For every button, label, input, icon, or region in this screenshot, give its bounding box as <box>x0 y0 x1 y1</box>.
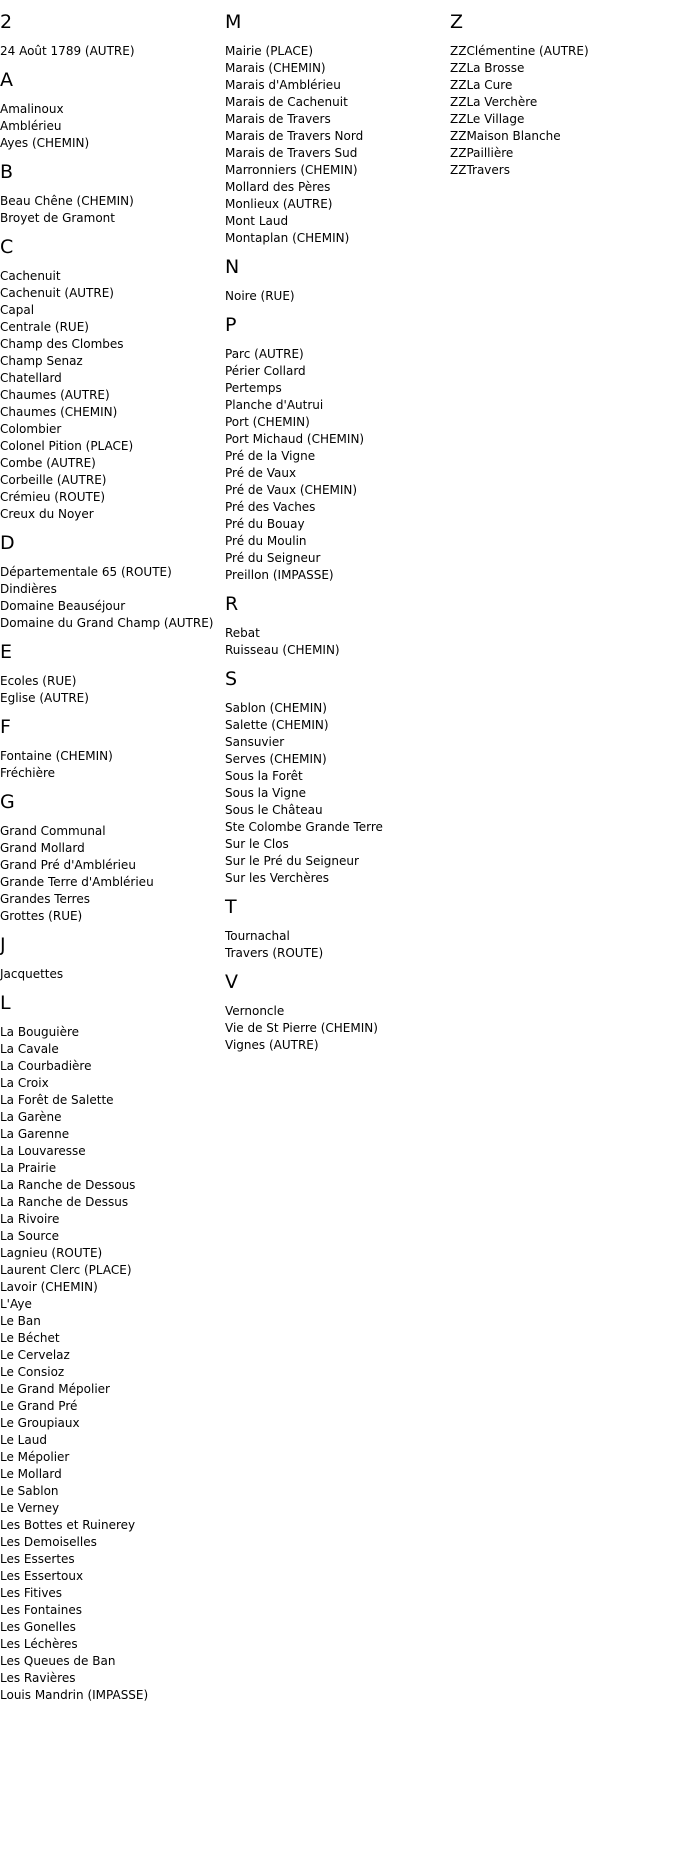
street-list <box>225 700 447 887</box>
street-list-item: Pré de Vaux (CHEMIN) <box>225 483 358 497</box>
section-letter-heading: V <box>225 971 238 993</box>
street-list-item: Port (CHEMIN) <box>225 415 310 429</box>
street-list-item: Mollard des Pères <box>225 180 331 194</box>
street-list-item: Sous le Château <box>225 803 323 817</box>
section-letter-heading: F <box>0 716 11 738</box>
street-list-item: La Louvaresse <box>0 1144 86 1158</box>
street-list-item: Les Fontaines <box>0 1603 82 1617</box>
street-list-item: Le Grand Pré <box>0 1399 78 1413</box>
street-list <box>0 966 222 983</box>
street-list-item: Les Queues de Ban <box>0 1654 116 1668</box>
street-list-item: Les Gonelles <box>0 1620 76 1634</box>
section-letter-heading: M <box>225 11 242 33</box>
street-list-item: ZZClémentine (AUTRE) <box>450 44 589 58</box>
street-list-item: Tournachal <box>225 929 290 943</box>
street-list-item: ZZTravers <box>450 163 510 177</box>
street-list-item: Marais de Travers Nord <box>225 129 364 143</box>
street-list-item: Marais de Travers <box>225 112 331 126</box>
street-list-item: Marais de Travers Sud <box>225 146 358 160</box>
street-list-item: Domaine Beauséjour <box>0 599 126 613</box>
street-list-item: La Courbadière <box>0 1059 92 1073</box>
letter-section-s <box>225 669 447 887</box>
street-list <box>0 268 222 523</box>
street-list-item: La Forêt de Salette <box>0 1093 114 1107</box>
street-list-item: Marais (CHEMIN) <box>225 61 326 75</box>
street-list <box>0 823 222 925</box>
section-letter-heading: C <box>0 236 14 258</box>
street-list-item: Le Consioz <box>0 1365 65 1379</box>
street-list-item: Ste Colombe Grande Terre <box>225 820 383 834</box>
street-list-item: Pertemps <box>225 381 282 395</box>
street-list-item: Broyet de Gramont <box>0 211 115 225</box>
street-list-item: Sur les Verchères <box>225 871 329 885</box>
street-list <box>0 193 222 227</box>
street-list-item: Le Sablon <box>0 1484 59 1498</box>
street-list <box>225 625 447 659</box>
street-list-item: Le Mollard <box>0 1467 62 1481</box>
letter-section-n <box>225 257 447 305</box>
street-list-item: Creux du Noyer <box>0 507 94 521</box>
street-list-item: ZZLa Cure <box>450 78 513 92</box>
street-list-item: Mairie (PLACE) <box>225 44 314 58</box>
section-letter-heading: J <box>0 934 6 956</box>
street-list-item: Montaplan (CHEMIN) <box>225 231 350 245</box>
section-letter-heading: A <box>0 69 13 91</box>
street-list-item: Laurent Clerc (PLACE) <box>0 1263 132 1277</box>
street-list-item: L'Aye <box>0 1297 32 1311</box>
street-list-item: Fontaine (CHEMIN) <box>0 749 113 763</box>
street-list-item: Domaine du Grand Champ (AUTRE) <box>0 616 214 630</box>
street-list-item: Dindières <box>0 582 57 596</box>
street-list-item: Grand Pré d'Amblérieu <box>0 858 136 872</box>
section-letter-heading: 2 <box>0 11 13 33</box>
street-list-item: Noire (RUE) <box>225 289 295 303</box>
street-list-item: Combe (AUTRE) <box>0 456 96 470</box>
street-list-item: Les Léchères <box>0 1637 78 1651</box>
street-list-item: Colonel Pition (PLACE) <box>0 439 134 453</box>
street-list-item: ZZLa Verchère <box>450 95 538 109</box>
section-letter-heading: B <box>0 161 14 183</box>
street-list-item: Le Groupiaux <box>0 1416 80 1430</box>
street-list-item: Lagnieu (ROUTE) <box>0 1246 103 1260</box>
street-list-item: Marais d'Amblérieu <box>225 78 341 92</box>
street-list-item: Sous la Vigne <box>225 786 307 800</box>
street-list-item: Amblérieu <box>0 119 62 133</box>
street-list-item: ZZLe Village <box>450 112 525 126</box>
section-letter-heading: R <box>225 593 239 615</box>
street-list-item: La Ranche de Dessous <box>0 1178 136 1192</box>
letter-section-a <box>0 70 222 152</box>
street-list-item: Les Essertoux <box>0 1569 84 1583</box>
street-list-item: La Prairie <box>0 1161 57 1175</box>
letter-section-g <box>0 792 222 925</box>
street-list-item: Les Ravières <box>0 1671 76 1685</box>
street-list-item: ZZLa Brosse <box>450 61 525 75</box>
street-list-item: Sous la Forêt <box>225 769 303 783</box>
street-list-item: Louis Mandrin (IMPASSE) <box>0 1688 149 1702</box>
street-list-item: Les Fitives <box>0 1586 63 1600</box>
street-list-item: Preillon (IMPASSE) <box>225 568 334 582</box>
street-list-item: Cachenuit (AUTRE) <box>0 286 114 300</box>
street-list-item: Beau Chêne (CHEMIN) <box>0 194 134 208</box>
street-list-item: Chaumes (CHEMIN) <box>0 405 118 419</box>
street-list <box>0 673 222 707</box>
street-list-item: Périer Collard <box>225 364 306 378</box>
street-list <box>0 748 222 782</box>
street-list-item: La Garenne <box>0 1127 70 1141</box>
street-list-item: Amalinoux <box>0 102 64 116</box>
street-list-item: Corbeille (AUTRE) <box>0 473 107 487</box>
street-list-item: Sur le Clos <box>225 837 289 851</box>
street-list <box>225 928 447 962</box>
street-list <box>450 43 672 179</box>
section-letter-heading: L <box>0 992 11 1014</box>
street-list-item: Monlieux (AUTRE) <box>225 197 333 211</box>
street-list <box>225 1003 447 1054</box>
street-list-item: Le Ban <box>0 1314 41 1328</box>
street-list-item: Parc (AUTRE) <box>225 347 304 361</box>
street-list-item: Le Grand Mépolier <box>0 1382 110 1396</box>
street-list-item: Champ des Clombes <box>0 337 124 351</box>
street-list-item: Grand Communal <box>0 824 106 838</box>
street-list <box>0 43 222 60</box>
letter-section-p <box>225 315 447 584</box>
street-list-item: La Ranche de Dessus <box>0 1195 129 1209</box>
letter-section-r <box>225 594 447 659</box>
street-list-item: Pré des Vaches <box>225 500 316 514</box>
section-letter-heading: D <box>0 532 15 554</box>
street-list-item: Eglise (AUTRE) <box>0 691 89 705</box>
section-letter-heading: S <box>225 668 238 690</box>
street-list-item: Départementale 65 (ROUTE) <box>0 565 172 579</box>
street-list <box>0 101 222 152</box>
street-list-item: Cachenuit <box>0 269 61 283</box>
street-list-item: Ruisseau (CHEMIN) <box>225 643 340 657</box>
section-letter-heading: G <box>0 791 15 813</box>
street-list-item: La Bouguière <box>0 1025 80 1039</box>
street-list-item: Champ Senaz <box>0 354 83 368</box>
street-list-item: Le Mépolier <box>0 1450 70 1464</box>
column-3 <box>450 12 672 189</box>
street-list-item: La Source <box>0 1229 60 1243</box>
letter-section-b <box>0 162 222 227</box>
section-letter-heading: N <box>225 256 240 278</box>
section-letter-heading: E <box>0 641 13 663</box>
letter-section-2 <box>0 12 222 60</box>
letter-section-e <box>0 642 222 707</box>
street-list-item: Vernoncle <box>225 1004 285 1018</box>
street-list-item: Travers (ROUTE) <box>225 946 324 960</box>
street-list-item: Sur le Pré du Seigneur <box>225 854 359 868</box>
street-list-item: Pré du Bouay <box>225 517 305 531</box>
street-list-item: La Garène <box>0 1110 62 1124</box>
street-list-item: Ecoles (RUE) <box>0 674 77 688</box>
column-2 <box>225 12 447 1064</box>
street-list-item: ZZMaison Blanche <box>450 129 561 143</box>
street-list-item: La Croix <box>0 1076 49 1090</box>
street-list-item: Centrale (RUE) <box>0 320 89 334</box>
street-list-item: Vignes (AUTRE) <box>225 1038 319 1052</box>
street-list-item: La Cavale <box>0 1042 59 1056</box>
street-list-item: Le Laud <box>0 1433 47 1447</box>
street-list-item: Les Bottes et Ruinerey <box>0 1518 136 1532</box>
street-list-item: Salette (CHEMIN) <box>225 718 329 732</box>
street-list-item: Jacquettes <box>0 967 64 981</box>
street-list-item: Sansuvier <box>225 735 285 749</box>
street-list-item: Chaumes (AUTRE) <box>0 388 110 402</box>
street-list-item: La Rivoire <box>0 1212 60 1226</box>
street-list-item: Le Verney <box>0 1501 60 1515</box>
letter-section-f <box>0 717 222 782</box>
street-list-item: Sablon (CHEMIN) <box>225 701 327 715</box>
street-list-item: Grande Terre d'Amblérieu <box>0 875 154 889</box>
letter-section-m <box>225 12 447 247</box>
street-list <box>0 564 222 632</box>
street-list-item: Vie de St Pierre (CHEMIN) <box>225 1021 378 1035</box>
section-letter-heading: Z <box>450 11 464 33</box>
street-list <box>225 346 447 584</box>
letter-section-d <box>0 533 222 632</box>
street-list-item: Colombier <box>0 422 62 436</box>
street-list-item: Les Essertes <box>0 1552 75 1566</box>
street-list-item: Les Demoiselles <box>0 1535 97 1549</box>
letter-section-t <box>225 897 447 962</box>
street-list-item: Fréchière <box>0 766 56 780</box>
street-list-item: Pré du Moulin <box>225 534 307 548</box>
street-list-item: 24 Août 1789 (AUTRE) <box>0 44 135 58</box>
street-list-item: ZZPaillière <box>450 146 514 160</box>
letter-section-z <box>450 12 672 179</box>
street-list-item: Pré du Seigneur <box>225 551 321 565</box>
letter-section-v <box>225 972 447 1054</box>
letter-section-l <box>0 993 222 1704</box>
street-list-item: Mont Laud <box>225 214 289 228</box>
street-list-item: Grottes (RUE) <box>0 909 83 923</box>
street-list-item: Crémieu (ROUTE) <box>0 490 106 504</box>
street-list-item: Capal <box>0 303 35 317</box>
street-list-item: Marronniers (CHEMIN) <box>225 163 358 177</box>
street-list-item: Marais de Cachenuit <box>225 95 348 109</box>
street-list-item: Pré de la Vigne <box>225 449 316 463</box>
street-list-item: Rebat <box>225 626 260 640</box>
street-list-item: Le Béchet <box>0 1331 60 1345</box>
letter-section-j <box>0 935 222 983</box>
street-list-item: Planche d'Autrui <box>225 398 324 412</box>
letter-section-c <box>0 237 222 523</box>
street-list-item: Ayes (CHEMIN) <box>0 136 90 150</box>
section-letter-heading: T <box>225 896 237 918</box>
street-list <box>225 288 447 305</box>
column-1 <box>0 12 222 1714</box>
street-list-item: Serves (CHEMIN) <box>225 752 327 766</box>
street-list-item: Pré de Vaux <box>225 466 297 480</box>
street-list-item: Chatellard <box>0 371 62 385</box>
street-list-item: Le Cervelaz <box>0 1348 70 1362</box>
street-list-item: Lavoir (CHEMIN) <box>0 1280 98 1294</box>
street-list <box>225 43 447 247</box>
section-letter-heading: P <box>225 314 237 336</box>
street-list <box>0 1024 222 1704</box>
street-list-item: Grand Mollard <box>0 841 85 855</box>
street-list-item: Grandes Terres <box>0 892 90 906</box>
street-list-item: Port Michaud (CHEMIN) <box>225 432 365 446</box>
